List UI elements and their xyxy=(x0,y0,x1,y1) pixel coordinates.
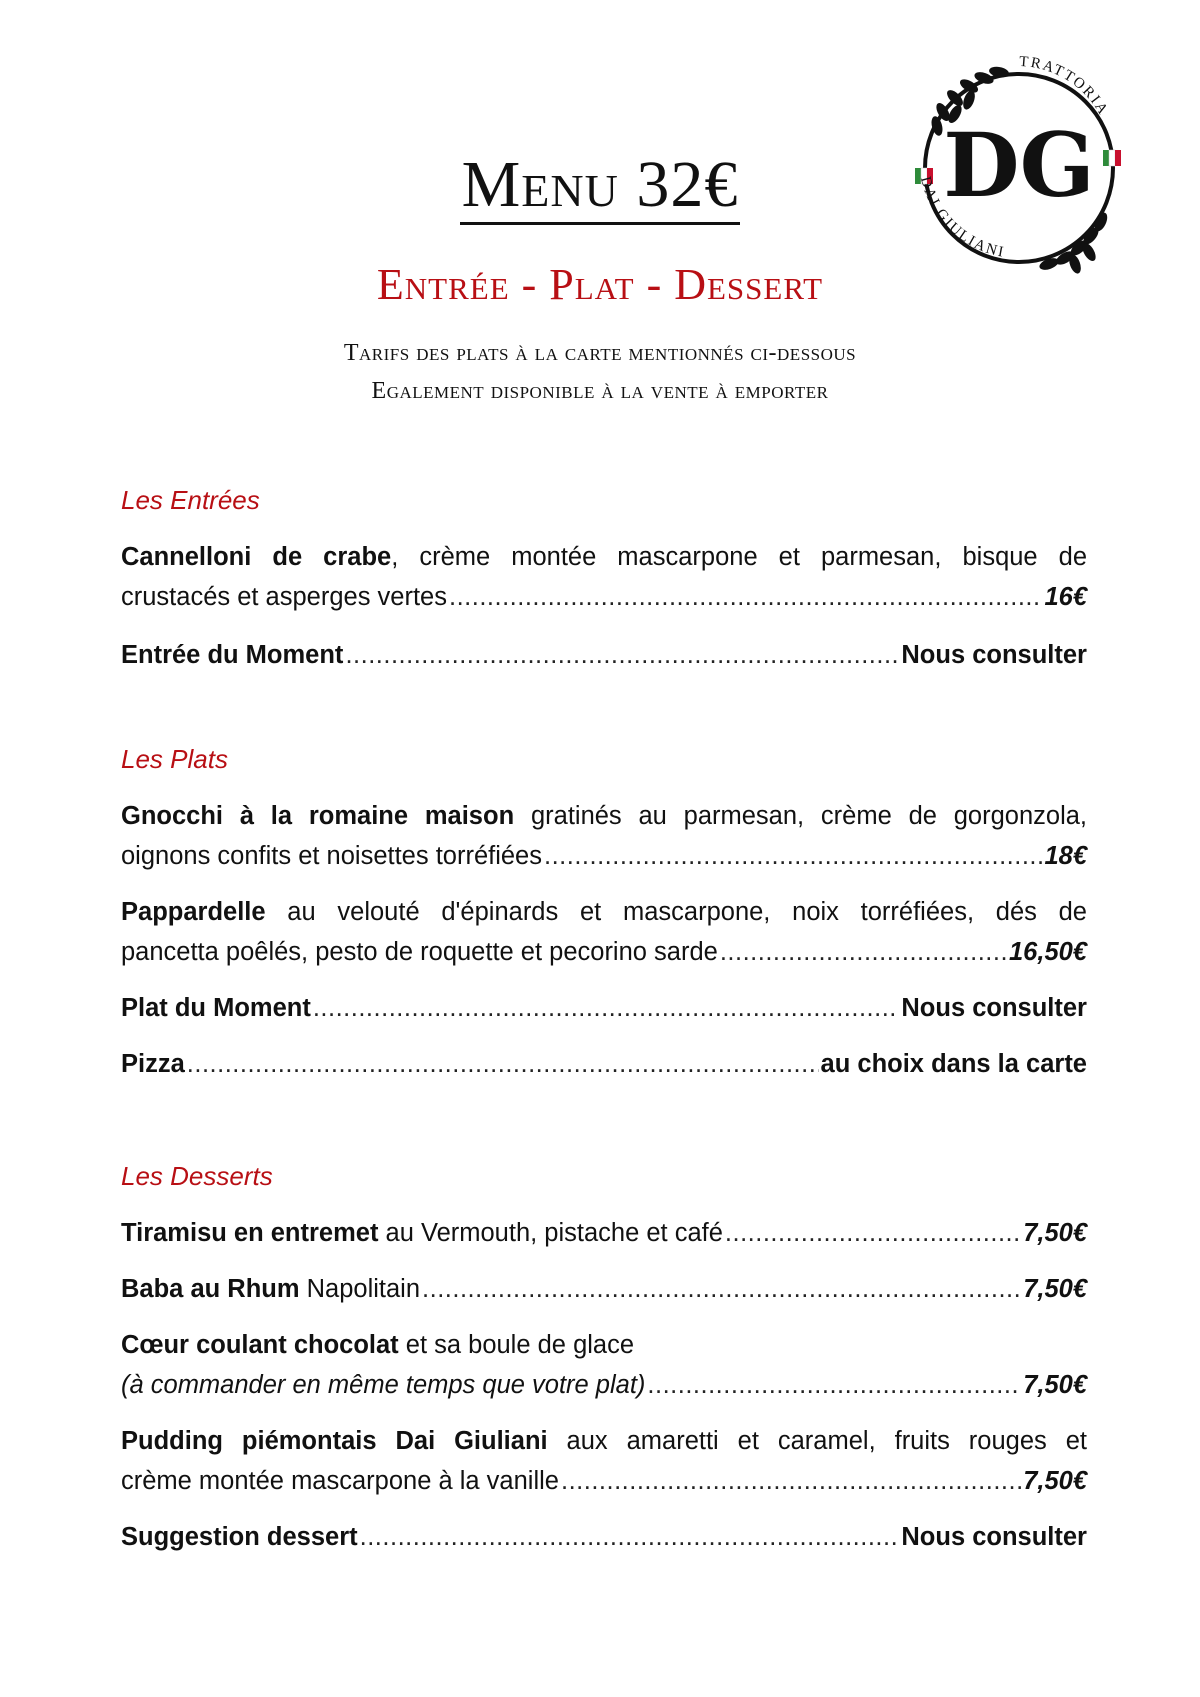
leader-dots xyxy=(725,1213,1021,1253)
item-price: 7,50€ xyxy=(1023,1219,1087,1247)
item-desc: au Vermouth, pistache et café xyxy=(378,1219,723,1247)
leader-dots xyxy=(544,836,1042,876)
item-name: Pudding piémontais Dai Giuliani xyxy=(121,1427,548,1455)
item-price: Nous consulter xyxy=(901,994,1087,1022)
leader-dots xyxy=(449,577,1042,617)
item-desc: Napolitain xyxy=(299,1275,421,1303)
logo-arc-bottom: DAI GIULIANI xyxy=(916,174,1007,261)
item-name: Pizza xyxy=(121,1050,185,1078)
item-desc: pancetta poêlés, pesto de roquette et pecorino sarde xyxy=(121,938,718,966)
item-price: 7,50€ xyxy=(1023,1371,1087,1399)
item-desc: , crème montée mascarpone et parmesan, bisque de xyxy=(391,543,1088,571)
item-desc: gratinés au parmesan, crème de gorgonzola, xyxy=(514,802,1088,830)
item-name: Cœur coulant chocolat xyxy=(121,1331,399,1359)
section-title-entrees: Les Entrées xyxy=(121,485,260,515)
leader-dots xyxy=(187,1044,819,1084)
item-price: Nous consulter xyxy=(901,641,1087,669)
leader-dots xyxy=(360,1517,900,1557)
menu-item-pappardelle xyxy=(121,892,1087,972)
item-name: Gnocchi à la romaine maison xyxy=(121,802,515,830)
menu-item-tiramisu xyxy=(121,1213,1087,1253)
item-desc: (à commander en même temps que votre plat) xyxy=(121,1371,646,1399)
item-desc: au velouté d'épinards et mascarpone, noix torréfiées, dés de xyxy=(265,898,1087,926)
item-name: Baba au Rhum xyxy=(121,1275,300,1303)
item-price: 7,50€ xyxy=(1023,1275,1087,1303)
leader-dots xyxy=(647,1365,1021,1405)
item-desc: crustacés et asperges vertes xyxy=(121,583,447,611)
leader-dots xyxy=(345,635,899,675)
item-desc: crème montée mascarpone à la vanille xyxy=(121,1467,559,1495)
menu-item-gnocchi xyxy=(121,796,1087,876)
item-price: au choix dans la carte xyxy=(820,1050,1087,1078)
note-takeaway: Egalement disponible à la vente à emporter xyxy=(371,378,829,404)
menu-item-coeur-coulant xyxy=(121,1325,1087,1405)
leader-dots xyxy=(422,1269,1021,1309)
note-prices: Tarifs des plats à la carte mentionnés ci-dessous xyxy=(343,340,857,366)
leader-dots xyxy=(720,932,1007,972)
menu-subtitle: Entrée - Plat - Dessert xyxy=(376,260,824,309)
item-name: Cannelloni de crabe xyxy=(121,543,392,571)
menu-item-entree-moment xyxy=(121,635,1087,675)
item-price: 16€ xyxy=(1044,583,1087,611)
menu-item-pizza xyxy=(121,1044,1087,1084)
item-price: 7,50€ xyxy=(1023,1467,1087,1495)
item-name: Suggestion dessert xyxy=(121,1523,358,1551)
item-desc: aux amaretti et caramel, fruits rouges et xyxy=(547,1427,1087,1455)
menu-item-baba xyxy=(121,1269,1087,1309)
logo-arc-top: TRATTORIA xyxy=(1018,53,1112,119)
menu-item-pudding xyxy=(121,1421,1087,1501)
item-price: 18€ xyxy=(1044,842,1087,870)
item-name: Tiramisu en entremet xyxy=(121,1219,379,1247)
leader-dots xyxy=(561,1461,1021,1501)
menu-title xyxy=(0,150,1200,225)
item-desc: et sa boule de glace xyxy=(398,1331,635,1359)
menu-item-suggestion-dessert xyxy=(121,1517,1087,1557)
section-title-plats: Les Plats xyxy=(121,744,228,774)
section-title-desserts: Les Desserts xyxy=(121,1161,273,1191)
item-name: Plat du Moment xyxy=(121,994,311,1022)
item-price: 16,50€ xyxy=(1009,938,1087,966)
item-name: Entrée du Moment xyxy=(121,641,344,669)
menu-title-text: Menu 32€ xyxy=(460,150,741,225)
item-name: Pappardelle xyxy=(121,898,266,926)
item-desc: oignons confits et noisettes torréfiées xyxy=(121,842,542,870)
logo-monogram: DG xyxy=(943,113,1095,217)
leader-dots xyxy=(313,988,900,1028)
menu-item-plat-moment xyxy=(121,988,1087,1028)
menu-item-cannelloni xyxy=(121,537,1087,617)
item-price: Nous consulter xyxy=(901,1523,1087,1551)
